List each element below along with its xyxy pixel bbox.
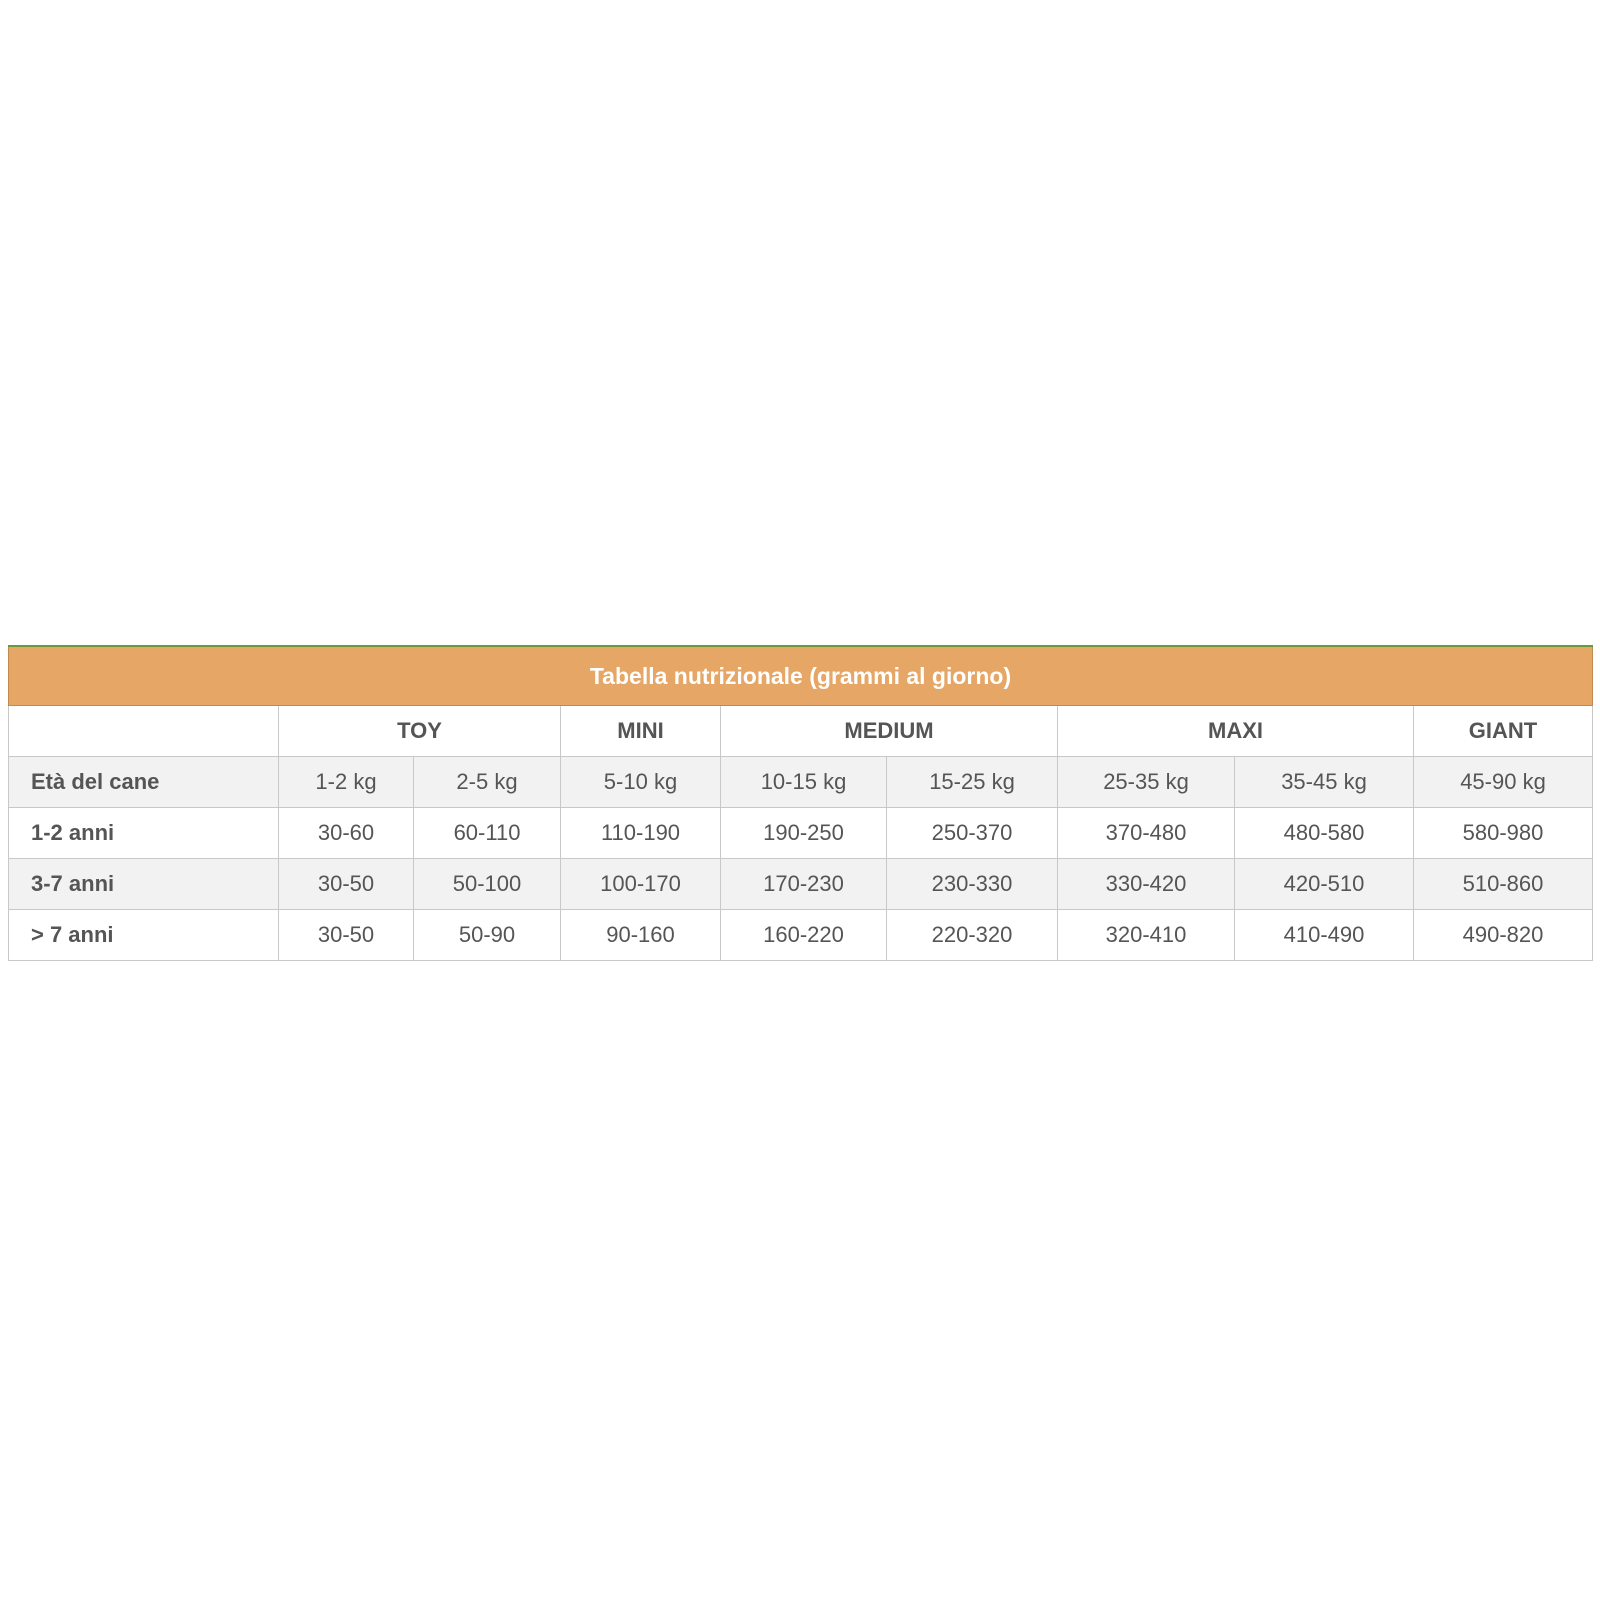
weight-cell: 2-5 kg [414, 757, 561, 808]
table-cell: 100-170 [561, 859, 721, 910]
table-cell: 30-50 [279, 910, 414, 961]
table-cell: 410-490 [1235, 910, 1414, 961]
size-group-row [9, 706, 1593, 757]
group-maxi: MAXI [1058, 706, 1414, 757]
group-medium: MEDIUM [721, 706, 1058, 757]
row-label: 3-7 anni [9, 859, 279, 910]
group-toy: TOY [279, 706, 561, 757]
table-cell: 580-980 [1414, 808, 1593, 859]
table-cell: 320-410 [1058, 910, 1235, 961]
group-giant: GIANT [1414, 706, 1593, 757]
weight-cell: 25-35 kg [1058, 757, 1235, 808]
table-row [9, 808, 1593, 859]
table-cell: 50-90 [414, 910, 561, 961]
title-row [9, 646, 1593, 706]
table-cell: 370-480 [1058, 808, 1235, 859]
weight-cell: 5-10 kg [561, 757, 721, 808]
weight-cell: 15-25 kg [887, 757, 1058, 808]
table-row [9, 859, 1593, 910]
table-cell: 50-100 [414, 859, 561, 910]
row-label: 1-2 anni [9, 808, 279, 859]
weight-row [9, 757, 1593, 808]
table-cell: 480-580 [1235, 808, 1414, 859]
table-cell: 230-330 [887, 859, 1058, 910]
table-cell: 190-250 [721, 808, 887, 859]
feeding-table-container [8, 645, 1592, 961]
table-cell: 60-110 [414, 808, 561, 859]
weight-cell: 10-15 kg [721, 757, 887, 808]
table-cell: 220-320 [887, 910, 1058, 961]
weight-cell: 35-45 kg [1235, 757, 1414, 808]
table-cell: 250-370 [887, 808, 1058, 859]
table-title: Tabella nutrizionale (grammi al giorno) [9, 646, 1593, 706]
weight-cell: 45-90 kg [1414, 757, 1593, 808]
feeding-table [8, 645, 1593, 961]
table-cell: 330-420 [1058, 859, 1235, 910]
empty-corner-cell [9, 706, 279, 757]
table-cell: 110-190 [561, 808, 721, 859]
weight-cell: 1-2 kg [279, 757, 414, 808]
table-cell: 30-50 [279, 859, 414, 910]
table-cell: 160-220 [721, 910, 887, 961]
table-row [9, 910, 1593, 961]
row-label: > 7 anni [9, 910, 279, 961]
table-cell: 490-820 [1414, 910, 1593, 961]
age-label: Età del cane [9, 757, 279, 808]
group-mini: MINI [561, 706, 721, 757]
table-cell: 420-510 [1235, 859, 1414, 910]
table-cell: 90-160 [561, 910, 721, 961]
table-cell: 30-60 [279, 808, 414, 859]
table-cell: 170-230 [721, 859, 887, 910]
table-cell: 510-860 [1414, 859, 1593, 910]
